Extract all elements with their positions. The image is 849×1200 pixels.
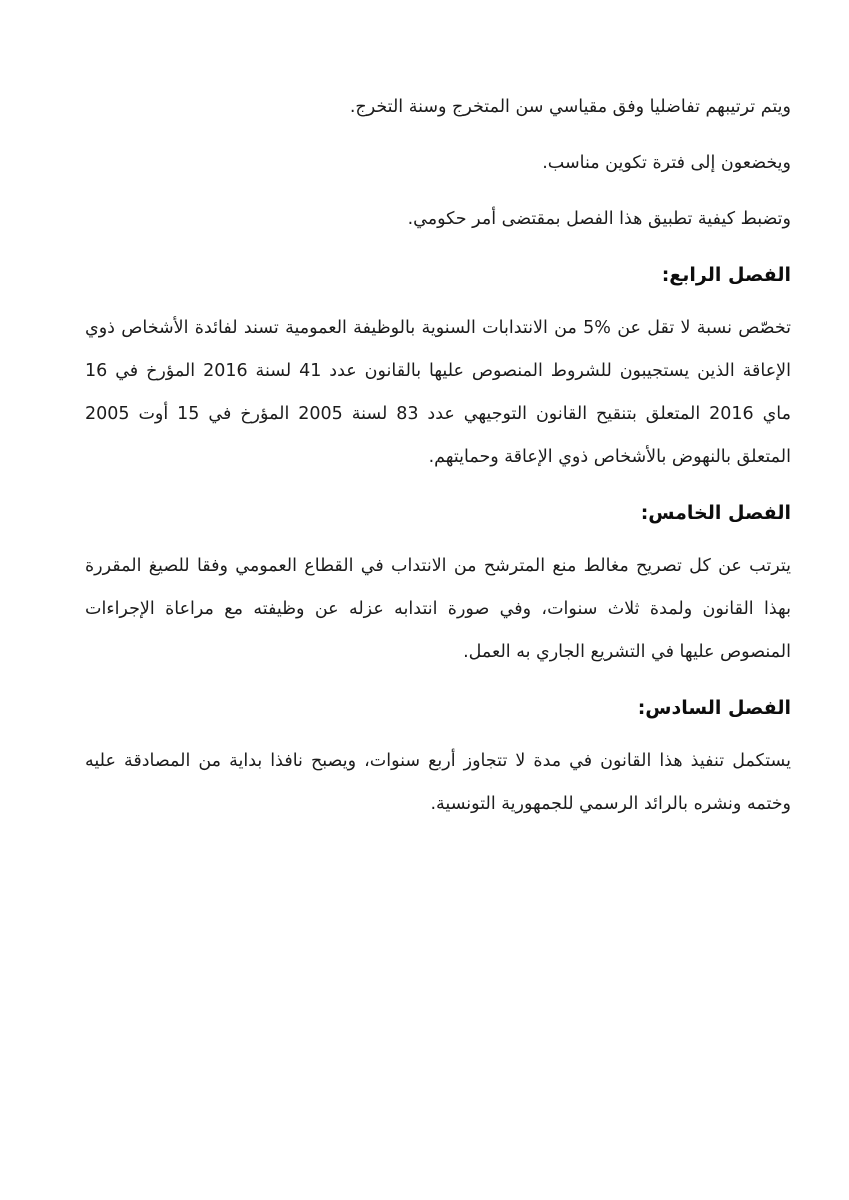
intro-line-government-decree: وتضبط كيفية تطبيق هذا الفصل بمقتضى أمر حكومي. xyxy=(407,209,791,229)
chapter-six-body: يستكمل تنفيذ هذا القانون في مدة لا تتجاوز أربع سنوات، ويصبح نافذا بداية من المصادقة عليه وختمه ونشره بالرائد الرسمي للجمهورية التونسية. xyxy=(85,751,791,814)
intro-line-ranking-criteria: ويتم ترتيبهم تفاضليا وفق مقياسي سن المتخرج وسنة التخرج. xyxy=(349,97,791,117)
chapter-five-body: يترتب عن كل تصريح مغالط منع المترشح من الانتداب في القطاع العمومي وفقا للصيغ المقررة بهذا القانون ولمدة ثلاث سنوات، وفي صورة انتدابه عزله عن وظيفته مع مراعاة الإجراءات المنصوص عليها في التشريع الجاري به العمل. xyxy=(85,556,791,662)
chapter-five-heading: الفصل الخامس: xyxy=(640,502,791,524)
chapter-four-heading: الفصل الرابع: xyxy=(661,264,791,286)
chapter-six-heading: الفصل السادس: xyxy=(637,697,791,719)
document-body xyxy=(85,86,791,839)
intro-line-training-period: ويخضعون إلى فترة تكوين مناسب. xyxy=(542,153,791,173)
chapter-four-body: تخصّص نسبة لا تقل عن %5 من الانتدابات السنوية بالوظيفة العمومية تسند لفائدة الأشخاص ذوي الإعاقة الذين يستجيبون للشروط المنصوص عليها بالقانون عدد 41 لسنة 2016 المؤرخ في 16 ماي 2016 المتعلق بتنقيح القانون التوجيهي عدد 83 لسنة 2005 المؤرخ في 15 أوت 2005 المتعلق بالنهوض بالأشخاص ذوي الإعاقة وحمايتهم. xyxy=(85,318,792,467)
